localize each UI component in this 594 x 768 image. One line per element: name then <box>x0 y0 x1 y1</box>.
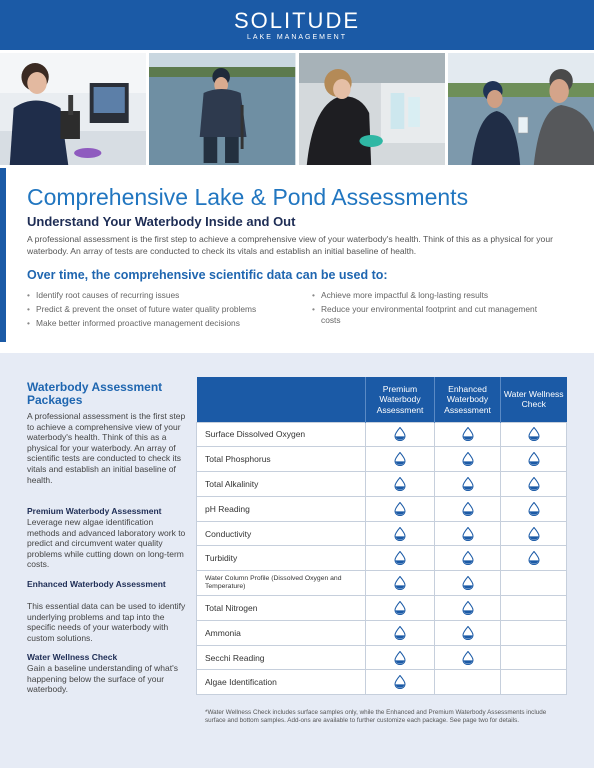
cell-premium <box>366 496 435 521</box>
water-drop-icon <box>394 627 406 637</box>
cell-enhanced <box>435 496 501 521</box>
water-drop-icon <box>462 429 474 439</box>
photo-lab-microscope <box>0 53 146 165</box>
water-drop-icon <box>528 553 540 563</box>
brand-tagline: LAKE MANAGEMENT <box>246 33 347 41</box>
row-label: Algae Identification <box>197 670 366 695</box>
cell-wellness <box>501 596 567 621</box>
cell-wellness <box>501 472 567 497</box>
table-row <box>197 596 567 621</box>
water-drop-icon <box>394 429 406 439</box>
water-drop-icon <box>394 677 406 687</box>
cell-premium <box>366 645 435 670</box>
column-header-wellness: Water Wellness Check <box>501 377 567 422</box>
benefit-item: • Reduce your environmental footprint and cut management costs <box>312 304 542 326</box>
cell-premium <box>366 571 435 596</box>
cell-enhanced <box>435 620 501 645</box>
cell-wellness <box>501 620 567 645</box>
cell-wellness <box>501 496 567 521</box>
cell-enhanced <box>435 447 501 472</box>
cell-wellness <box>501 546 567 571</box>
accent-bar <box>0 168 6 342</box>
cell-wellness <box>501 422 567 447</box>
water-drop-icon <box>528 429 540 439</box>
column-header-premium: Premium Waterbody Assessment <box>366 377 435 422</box>
cell-premium <box>366 521 435 546</box>
table-row <box>197 670 567 695</box>
water-drop-icon <box>462 503 474 513</box>
header-bar <box>0 0 594 50</box>
table-row <box>197 422 567 447</box>
cell-enhanced <box>435 422 501 447</box>
benefit-item: • Make better informed proactive management decisions <box>27 318 307 329</box>
cell-enhanced <box>435 670 501 695</box>
column-header-enhanced: Enhanced Waterbody Assessment <box>435 377 501 422</box>
water-drop-icon <box>394 577 406 587</box>
page-subtitle: Understand Your Waterbody Inside and Out <box>27 214 296 229</box>
cell-premium <box>366 546 435 571</box>
table-header-blank <box>197 377 366 422</box>
benefit-item: • Predict & prevent the onset of future water quality problems <box>27 304 307 315</box>
water-drop-icon <box>394 478 406 488</box>
water-drop-icon <box>462 453 474 463</box>
row-label: Total Phosphorus <box>197 447 366 472</box>
page-title: Comprehensive Lake & Pond Assessments <box>27 184 469 210</box>
water-drop-icon <box>462 577 474 587</box>
benefits-list-left <box>27 290 307 332</box>
cell-premium <box>366 447 435 472</box>
table-footnote: *Water Wellness Check includes surface samples only, while the Enhanced and Premium Waterbody Assessments include surface and bottom samples. Add-ons are available to further customize each package. See page two for details. <box>205 709 547 724</box>
package-desc-enhanced: This essential data can be used to identify underlying problems and tap into the specific needs of your waterbody with custom solutions. <box>27 601 186 643</box>
table-row <box>197 496 567 521</box>
cell-wellness <box>501 645 567 670</box>
row-label: Total Alkalinity <box>197 472 366 497</box>
cell-enhanced <box>435 645 501 670</box>
benefits-list-right <box>312 290 542 329</box>
water-drop-icon <box>528 528 540 538</box>
row-label: pH Reading <box>197 496 366 521</box>
packages-intro: A professional assessment is the first step to achieve a comprehensive view of your waterbody's health. Think of this as a physical for your waterbody. An array of scientific tests are conducted to check its vitals and establish an initial baseline of health. <box>27 411 186 485</box>
row-label: Water Column Profile (Dissolved Oxygen and Temperature) <box>197 571 366 596</box>
water-drop-icon <box>394 652 406 662</box>
cell-enhanced <box>435 472 501 497</box>
cell-wellness <box>501 571 567 596</box>
table-row <box>197 546 567 571</box>
water-drop-icon <box>462 553 474 563</box>
cell-premium <box>366 472 435 497</box>
table-header-row <box>197 377 567 422</box>
intro-paragraph: A professional assessment is the first step to achieve a comprehensive view of your waterbody's health. Think of this as a physical for your waterbody. An array of tests are conducted to check its vitals and establish an initial baseline of health. <box>27 234 553 256</box>
water-drop-icon <box>394 453 406 463</box>
photo-strip <box>0 53 594 165</box>
row-label: Conductivity <box>197 521 366 546</box>
table-row <box>197 521 567 546</box>
water-drop-icon <box>394 602 406 612</box>
table-row <box>197 472 567 497</box>
cell-enhanced <box>435 571 501 596</box>
brand-logo: SOLITUDE <box>233 7 361 33</box>
cell-wellness <box>501 447 567 472</box>
table-row <box>197 447 567 472</box>
package-name-enhanced: Enhanced Waterbody Assessment <box>27 579 166 589</box>
benefit-item: • Achieve more impactful & long-lasting results <box>312 290 542 301</box>
water-drop-icon <box>462 652 474 662</box>
cell-wellness <box>501 670 567 695</box>
photo-lab-testing <box>299 53 445 165</box>
cell-wellness <box>501 521 567 546</box>
row-label: Surface Dissolved Oxygen <box>197 422 366 447</box>
table-body <box>197 422 567 695</box>
photo-field-sampling <box>149 53 295 165</box>
cell-premium <box>366 620 435 645</box>
water-drop-icon <box>528 503 540 513</box>
water-drop-icon <box>462 528 474 538</box>
package-name-wellness: Water Wellness Check <box>27 652 118 662</box>
water-drop-icon <box>528 453 540 463</box>
benefit-item: • Identify root causes of recurring issues <box>27 290 307 301</box>
photo-lakeside-sample <box>448 53 594 165</box>
water-drop-icon <box>462 627 474 637</box>
cell-premium <box>366 596 435 621</box>
water-drop-icon <box>528 478 540 488</box>
cell-enhanced <box>435 546 501 571</box>
cell-enhanced <box>435 521 501 546</box>
water-drop-icon <box>394 528 406 538</box>
table-row <box>197 645 567 670</box>
package-desc-premium: Leverage new algae identification methods and advanced laboratory work to predict and circumvent water quality problems while cutting down on long-term costs. <box>27 517 186 570</box>
cell-premium <box>366 670 435 695</box>
packages-title: Waterbody Assessment Packages <box>27 380 163 407</box>
package-name-premium: Premium Waterbody Assessment <box>27 506 162 516</box>
water-drop-icon <box>462 478 474 488</box>
table-row <box>197 620 567 645</box>
water-drop-icon <box>394 553 406 563</box>
row-label: Ammonia <box>197 620 366 645</box>
table-row <box>197 571 567 596</box>
row-label: Total Nitrogen <box>197 596 366 621</box>
package-desc-wellness: Gain a baseline understanding of what's happening below the surface of your waterbody. <box>27 663 178 695</box>
row-label: Secchi Reading <box>197 645 366 670</box>
benefits-heading: Over time, the comprehensive scientific data can be used to: <box>27 268 388 282</box>
comparison-table <box>196 377 566 695</box>
water-drop-icon <box>394 503 406 513</box>
water-drop-icon <box>462 602 474 612</box>
cell-premium <box>366 422 435 447</box>
cell-enhanced <box>435 596 501 621</box>
row-label: Turbidity <box>197 546 366 571</box>
